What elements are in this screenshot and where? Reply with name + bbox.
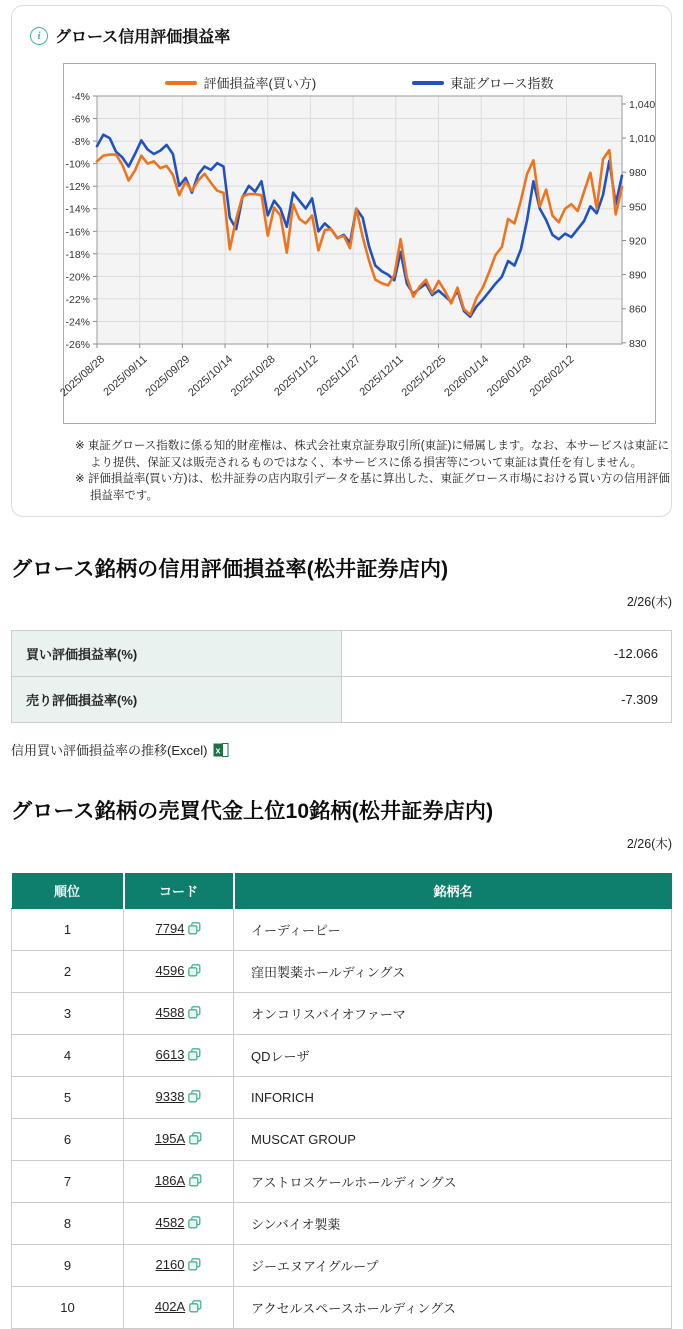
chart-legend <box>64 64 655 94</box>
ranking-header-row <box>12 873 672 909</box>
svg-text:x: x <box>215 745 221 755</box>
svg-text:2026/01/28: 2026/01/28 <box>484 353 534 400</box>
stock-code-link[interactable]: 9338 <box>155 1089 185 1104</box>
rank-cell: 9 <box>12 1245 124 1287</box>
table-row <box>12 631 672 677</box>
excel-file-icon[interactable] <box>213 743 229 757</box>
rank-cell: 6 <box>12 1119 124 1161</box>
stock-code-link[interactable]: 7794 <box>155 921 185 936</box>
svg-text:2025/10/14: 2025/10/14 <box>186 353 236 400</box>
svg-text:860: 860 <box>629 303 647 316</box>
rank-cell: 8 <box>12 1203 124 1245</box>
stock-name-cell: シンバイオ製薬 <box>234 1203 672 1245</box>
margin-ratio-chart <box>58 63 656 424</box>
table-row <box>12 1203 672 1245</box>
stock-code-link[interactable]: 402A <box>154 1299 186 1314</box>
svg-text:-8%: -8% <box>71 136 90 149</box>
section1-date: 2/26(木) <box>626 595 672 609</box>
svg-text:980: 980 <box>629 167 647 180</box>
note-text: 評価損益率(買い方)は、松井証券の店内取引データを基に算出した、東証グロース市場における買い方の信用評価損益率です。 <box>87 473 670 503</box>
note-text: 東証グロース指数に係る知的財産権は、株式会社東京証券取引所(東証)に帰属します。なお、本サービスは東証により提供、保証又は販売されるものではなく、本サービスに係る損害等について東証は責任を有しません。 <box>87 440 670 469</box>
code-cell <box>124 909 234 951</box>
copy-icon[interactable] <box>188 922 201 938</box>
ranking-table <box>11 873 672 1329</box>
legend-item <box>412 73 553 92</box>
table-row <box>12 1119 672 1161</box>
sell-ratio-value: -7.309 <box>342 677 672 723</box>
code-cell <box>124 1035 234 1077</box>
copy-icon[interactable] <box>188 1258 201 1274</box>
table-row <box>12 993 672 1035</box>
svg-text:2026/02/12: 2026/02/12 <box>527 353 577 400</box>
info-icon: i <box>30 27 48 45</box>
stock-code-link[interactable]: 6613 <box>155 1047 185 1062</box>
svg-text:-18%: -18% <box>65 248 90 261</box>
growth-margin-panel <box>11 5 672 517</box>
note-marker: ※ <box>75 473 85 486</box>
rank-cell: 4 <box>12 1035 124 1077</box>
svg-text:2025/11/27: 2025/11/27 <box>314 353 364 399</box>
svg-text:2025/12/11: 2025/12/11 <box>357 353 406 399</box>
stock-name-cell: QDレーザ <box>234 1035 672 1077</box>
svg-text:-14%: -14% <box>65 203 90 216</box>
svg-text:830: 830 <box>629 337 647 350</box>
stock-name-cell: アストロスケールホールディングス <box>234 1161 672 1203</box>
rank-cell: 10 <box>12 1287 124 1329</box>
panel-title: グロース信用評価損益率 <box>55 29 231 46</box>
table-row <box>12 677 672 723</box>
section1-heading: グロース銘柄の信用評価損益率(松井証券店内) <box>11 558 449 581</box>
svg-text:2025/10/28: 2025/10/28 <box>228 353 278 400</box>
code-cell <box>124 1245 234 1287</box>
svg-text:-10%: -10% <box>65 158 90 171</box>
stock-name-cell: 窪田製薬ホールディングス <box>234 951 672 993</box>
copy-icon[interactable] <box>189 1132 202 1148</box>
code-cell <box>124 1161 234 1203</box>
buy-ratio-value: -12.066 <box>342 631 672 677</box>
copy-icon[interactable] <box>188 964 201 980</box>
svg-text:1,040: 1,040 <box>629 98 656 111</box>
svg-text:-22%: -22% <box>65 293 90 306</box>
stock-code-link[interactable]: 4588 <box>155 1005 185 1020</box>
header-code: コード <box>124 873 234 909</box>
code-cell <box>124 1287 234 1329</box>
copy-icon[interactable] <box>189 1300 202 1316</box>
note-item <box>75 438 671 471</box>
excel-download-link[interactable]: 信用買い評価損益率の推移(Excel) <box>11 743 208 758</box>
table-row <box>12 1245 672 1287</box>
table-row <box>12 1035 672 1077</box>
legend-swatch-orange <box>165 81 197 85</box>
stock-name-cell: イーディーピー <box>234 909 672 951</box>
chart-notes <box>75 438 671 505</box>
stock-code-link[interactable]: 2160 <box>155 1257 185 1272</box>
code-cell <box>124 951 234 993</box>
stock-code-link[interactable]: 4582 <box>155 1215 185 1230</box>
sell-ratio-label: 売り評価損益率(%) <box>12 677 342 723</box>
svg-text:2025/09/29: 2025/09/29 <box>143 353 193 400</box>
svg-text:950: 950 <box>629 201 647 214</box>
rank-cell: 3 <box>12 993 124 1035</box>
stock-name-cell: INFORICH <box>234 1077 672 1119</box>
buy-ratio-label: 買い評価損益率(%) <box>12 631 342 677</box>
ranking-table-body <box>12 909 672 1329</box>
table-row <box>12 1287 672 1329</box>
stock-name-cell: MUSCAT GROUP <box>234 1119 672 1161</box>
excel-link-row <box>11 740 672 759</box>
svg-text:-12%: -12% <box>65 181 90 194</box>
chart-canvas <box>58 91 656 423</box>
note-marker: ※ <box>75 440 85 452</box>
table-row <box>12 1077 672 1119</box>
svg-text:-20%: -20% <box>65 271 90 284</box>
svg-text:-4%: -4% <box>71 91 90 103</box>
copy-icon[interactable] <box>188 1006 201 1022</box>
stock-code-link[interactable]: 186A <box>154 1173 186 1188</box>
code-cell <box>124 993 234 1035</box>
stock-code-link[interactable]: 195A <box>154 1131 186 1146</box>
code-cell <box>124 1077 234 1119</box>
note-item <box>75 471 671 504</box>
legend-swatch-blue <box>412 81 444 85</box>
svg-text:-6%: -6% <box>71 113 90 126</box>
table-row <box>12 951 672 993</box>
copy-icon[interactable] <box>188 1048 201 1064</box>
stock-code-link[interactable]: 4596 <box>155 963 185 978</box>
svg-text:2025/08/28: 2025/08/28 <box>58 353 108 400</box>
copy-icon[interactable] <box>188 1216 201 1232</box>
svg-text:2025/12/25: 2025/12/25 <box>399 353 449 400</box>
svg-text:2025/09/11: 2025/09/11 <box>101 353 150 399</box>
code-cell <box>124 1203 234 1245</box>
legend-label: 東証グロース指数 <box>450 76 554 91</box>
table-row <box>12 909 672 951</box>
header-rank: 順位 <box>12 873 124 909</box>
svg-text:2025/11/12: 2025/11/12 <box>272 353 321 399</box>
legend-item <box>165 73 316 92</box>
table-row <box>12 1161 672 1203</box>
section2-heading: グロース銘柄の売買代金上位10銘柄(松井証券店内) <box>11 800 494 823</box>
code-cell <box>124 1119 234 1161</box>
panel-title-row <box>30 24 656 47</box>
svg-text:-16%: -16% <box>65 226 90 239</box>
svg-text:890: 890 <box>629 269 647 282</box>
svg-text:2026/01/14: 2026/01/14 <box>442 353 492 400</box>
pl-ratio-table <box>11 630 672 723</box>
rank-cell: 7 <box>12 1161 124 1203</box>
stock-name-cell: オンコリスバイオファーマ <box>234 993 672 1035</box>
svg-text:-24%: -24% <box>65 316 90 329</box>
section2-date: 2/26(木) <box>626 837 672 851</box>
svg-text:920: 920 <box>629 235 647 248</box>
copy-icon[interactable] <box>189 1174 202 1190</box>
svg-text:-26%: -26% <box>65 339 90 351</box>
legend-label: 評価損益率(買い方) <box>203 76 317 91</box>
rank-cell: 5 <box>12 1077 124 1119</box>
rank-cell: 1 <box>12 909 124 951</box>
stock-name-cell: ジーエヌアイグループ <box>234 1245 672 1287</box>
stock-name-cell: アクセルスペースホールディングス <box>234 1287 672 1329</box>
copy-icon[interactable] <box>188 1090 201 1106</box>
svg-text:1,010: 1,010 <box>629 133 656 146</box>
rank-cell: 2 <box>12 951 124 993</box>
header-name: 銘柄名 <box>234 873 672 909</box>
